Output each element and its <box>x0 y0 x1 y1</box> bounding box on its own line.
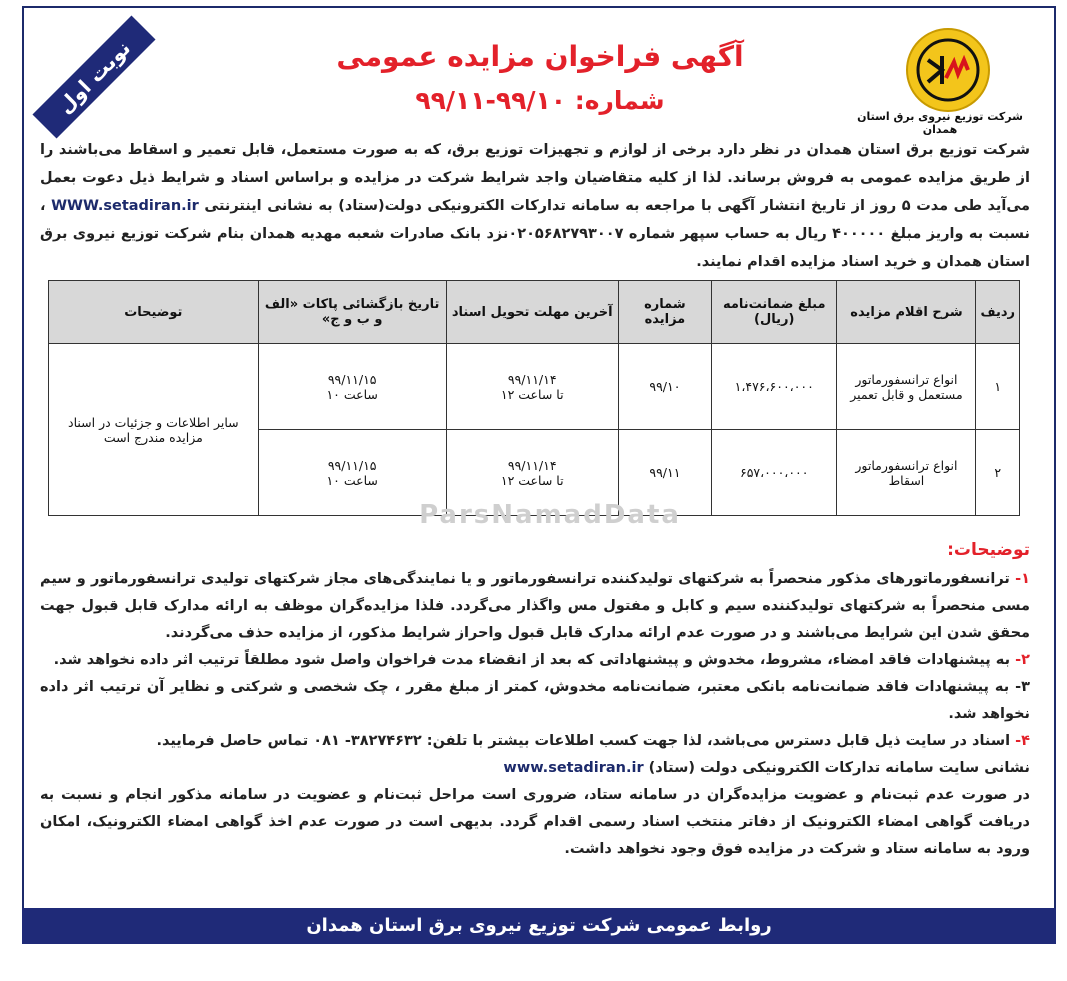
deadline-date: ۹۹/۱۱/۱۴ <box>507 371 557 387</box>
intro-text-1: شرکت توزیع برق استان همدان در نظر دارد برخی از لوازم و تجهیزات توزیع برق، که به صورت مستعمل، قابل تعمیر و اسقاط می‌باشند را از طریق مزایده عمومی به فروش برساند. لذا از کلیه متقاضیان واجد شرایط شرکت در مزایده و براساس اسناد و شرایط ذیل دعوت بعمل می‌آید طی مدت ۵ روز از تاریخ انتشار آگهی با مراجعه به سامانه تدارکات الکترونیکی دولت(ستاد) به نشانی اینترنتی <box>40 142 1030 214</box>
cell-row: ۲ <box>976 430 1020 516</box>
deadline-time: تا ساعت ۱۲ <box>500 386 564 402</box>
opening-date: ۹۹/۱۱/۱۵ <box>327 457 377 473</box>
deadline-time: تا ساعت ۱۲ <box>500 472 564 488</box>
col-header-opening: تاریخ بازگشائی پاکات «الف و ب و ج» <box>258 281 446 344</box>
footer-banner: روابط عمومی شرکت توزیع نیروی برق استان همدان <box>22 908 1056 944</box>
cell-desc-merged: سایر اطلاعات و جزئیات در اسناد مزایده مندرج است <box>49 344 259 516</box>
table-header-row <box>49 281 1020 344</box>
watermark: ParsNamadData <box>419 500 681 530</box>
cell-row: ۱ <box>976 344 1020 430</box>
note-4-text: اسناد در سایت ذیل قابل دسترس می‌باشد، لذا جهت کسب اطلاعات بیشتر با تلفن: ۳۸۲۷۴۶۳۲- ۰۸۱ تماس حاصل فرمایید. <box>156 733 1011 749</box>
note-3-text: به پیشنهادات فاقد ضمانت‌نامه بانکی معتبر، ضمانت‌نامه مخدوش، کمتر از مبلغ مقرر ، چک شخصی و شرکتی و نظایر آن ترتیب اثر داده نخواهد شد. <box>40 679 1030 722</box>
col-header-deadline: آخرین مهلت تحویل اسناد <box>446 281 618 344</box>
site-link[interactable]: www.setadiran.ir <box>503 760 644 776</box>
col-header-guarantee: مبلغ ضمانت‌نامه (ریال) <box>712 281 837 344</box>
auction-table <box>48 280 1020 516</box>
note-2 <box>40 647 1030 674</box>
col-header-item: شرح اقلام مزایده <box>837 281 976 344</box>
note-1-text: ترانسفورماتورهای مذکور منحصراً به شرکتهای تولیدکننده ترانسفورماتور و یا نمایندگی‌های مجاز شرکتهای تولیدی ترانسفورماتور و سیم مسی منحصراً به شرکتهای تولیدکننده سیم و کابل و مفتول مس واگذار می‌گردد. فلذا مزایده‌گران موظف به ارائه مدارک قابل قبول جهت محقق شدن این شرایط می‌باشند و در صورت عدم ارائه مدارک قابل قبول واحراز شرایط مذکور، از مزایده حذف می‌گردند. <box>40 571 1030 641</box>
notes-section <box>40 566 1030 863</box>
col-header-desc: توضیحات <box>49 281 259 344</box>
col-header-number: شماره مزایده <box>618 281 711 344</box>
notes-heading: توضیحات: <box>947 540 1030 560</box>
note-3 <box>40 674 1030 728</box>
cell-opening <box>258 344 446 430</box>
opening-time: ساعت ۱۰ <box>326 472 378 488</box>
cell-number: ۹۹/۱۰ <box>618 344 711 430</box>
cell-item: انواع ترانسفورماتور اسقاط <box>837 430 976 516</box>
auction-number-title: شماره: ۹۹/۱۰-۹۹/۱۱ <box>415 86 665 115</box>
intro-text-2: ، نسبت به واریز مبلغ ۴۰۰۰۰۰ ریال به حساب سپهر شماره ۰۲۰۵۶۸۲۷۹۳۰۰۷نزد بانک صادرات شعبه مهدیه همدان بنام شرکت توزیع نیروی برق استان همدان و خرید اسناد مزایده اقدام نمایند. <box>40 198 1030 270</box>
note-2-number: ۲- <box>1015 652 1030 668</box>
site-label: نشانی سایت سامانه تدارکات الکترونیکی دولت (ستاد) <box>648 760 1030 776</box>
site-line <box>40 755 1030 782</box>
note-2-text: به پیشنهادات فاقد امضاء، مشروط، مخدوش و پیشنهاداتی که بعد از انقضاء مدت فراخوان واصل شود مطلقاً ترتیب اثر داده نخواهد شد. <box>53 652 1011 668</box>
final-note: در صورت عدم ثبت‌نام و عضویت مزایده‌گران در سامانه ستاد، ضروری است مراحل ثبت‌نام و عضویت در سامانه مذکور انجام و نسبت به دریافت گواهی امضاء الکترونیک از دفاتر منتخب اسناد رسمی اقدام گردد. بدیهی است در صورت عدم اخذ گواهی امضاء الکترونیک، امکان ورود به سامانه ستاد و شرکت در مزایده فوق وجود نخواهد داشت. <box>40 787 1030 857</box>
table-row <box>49 344 1020 430</box>
intro-paragraph <box>40 136 1030 276</box>
note-4 <box>40 728 1030 755</box>
col-header-row: ردیف <box>976 281 1020 344</box>
page-title: آگهی فراخوان مزایده عمومی <box>336 40 744 73</box>
power-company-logo-icon <box>906 28 990 112</box>
cell-deadline <box>446 344 618 430</box>
cell-number: ۹۹/۱۱ <box>618 430 711 516</box>
note-3-number: ۳- <box>1015 679 1030 695</box>
opening-time: ساعت ۱۰ <box>326 386 378 402</box>
deadline-date: ۹۹/۱۱/۱۴ <box>507 457 557 473</box>
note-4-number: ۴- <box>1015 733 1030 749</box>
org-caption: شرکت توزیع نیروی برق استان همدان <box>857 110 1023 136</box>
note-1-number: ۱- <box>1015 571 1030 587</box>
setad-link[interactable]: WWW.setadiran.ir <box>51 198 199 214</box>
opening-date: ۹۹/۱۱/۱۵ <box>327 371 377 387</box>
cell-item: انواع ترانسفورماتور مستعمل و قابل تعمیر <box>837 344 976 430</box>
cell-guarantee: ۶۵۷،۰۰۰،۰۰۰ <box>712 430 837 516</box>
note-1 <box>40 566 1030 647</box>
first-round-ribbon: نوبت اول <box>32 15 155 138</box>
cell-guarantee: ۱،۴۷۶،۶۰۰،۰۰۰ <box>712 344 837 430</box>
